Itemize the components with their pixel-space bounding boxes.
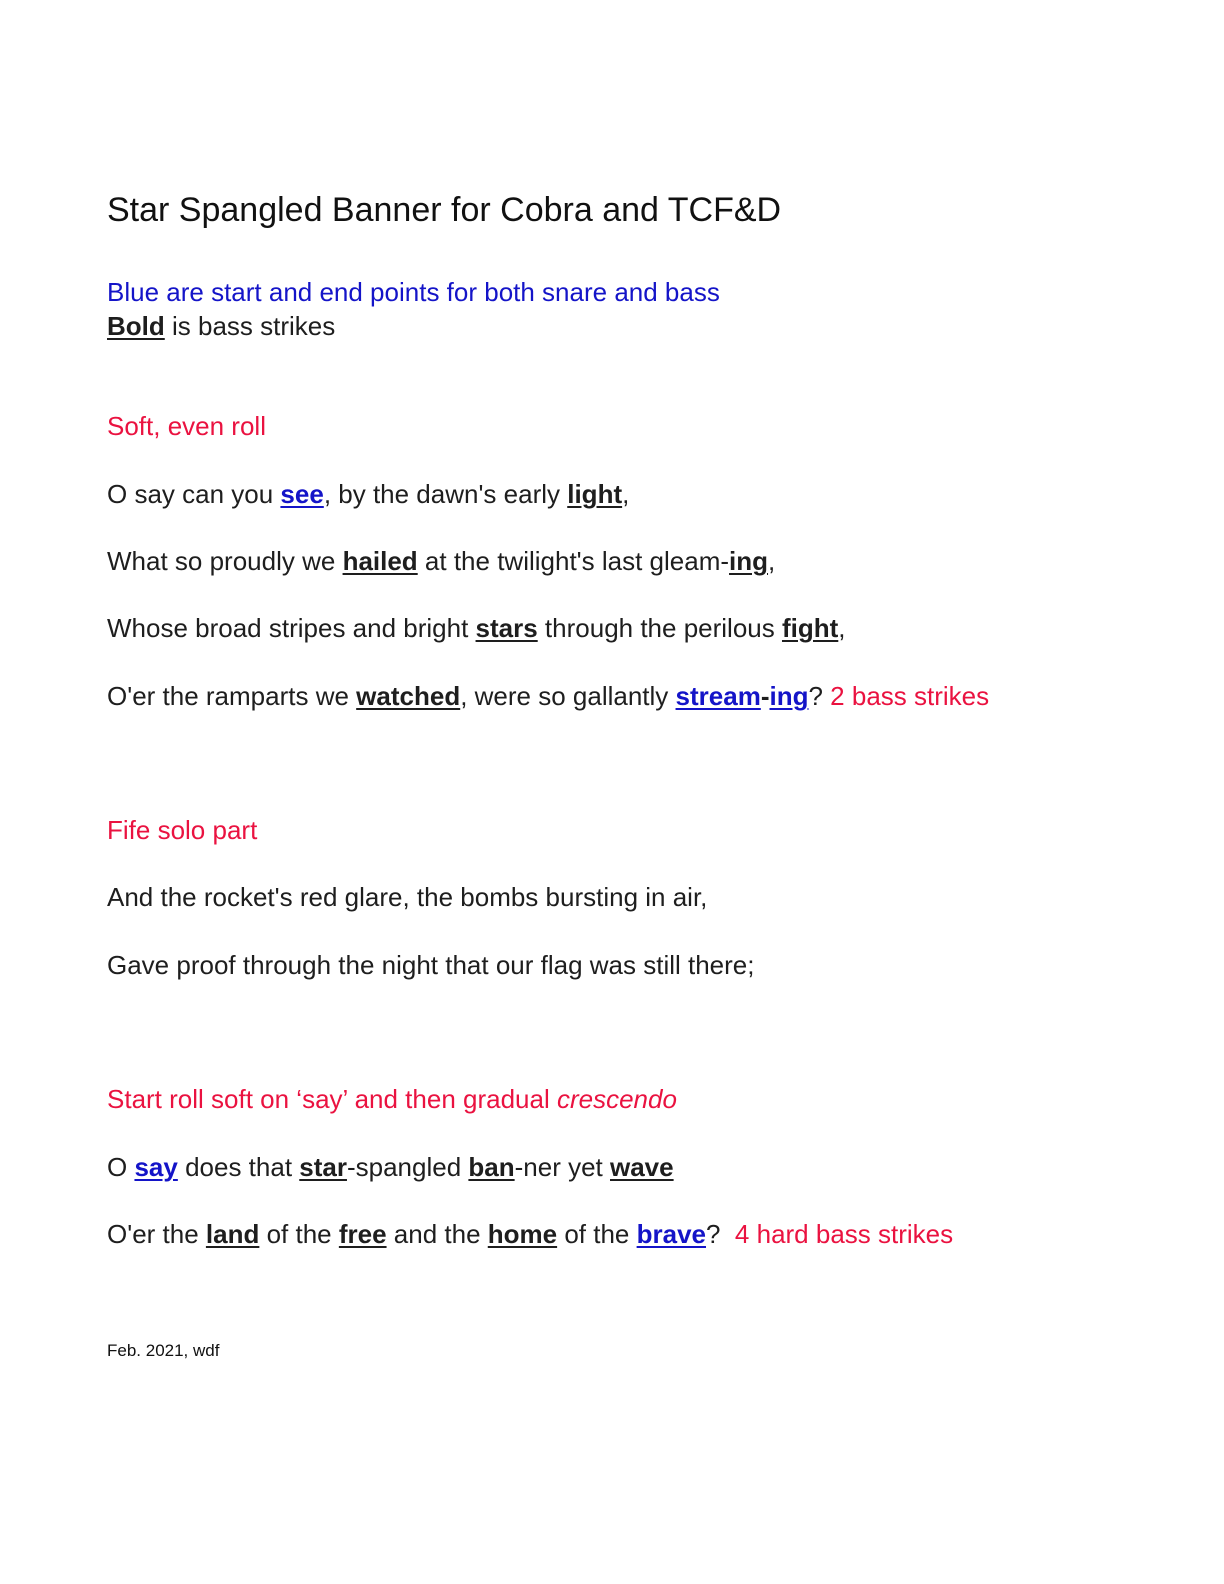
lyric-text: ,	[838, 613, 846, 643]
lyric-line: And the rocket's red glare, the bombs bursting in air,	[107, 882, 708, 912]
bass-word: land	[205, 1219, 260, 1249]
lyric-text: -	[760, 681, 770, 711]
bass-word: star	[299, 1152, 347, 1182]
bass-word: stars	[475, 613, 538, 643]
lyric-text: O	[107, 1152, 135, 1182]
blue-bass-word: say	[134, 1152, 178, 1182]
lyric-line: Gave proof through the night that our flag was still there;	[107, 950, 755, 980]
lyric-text: -ner yet	[514, 1152, 610, 1182]
heading-text: Start roll soft on ‘say’ and then gradual	[107, 1084, 557, 1114]
lyric-text: of the	[557, 1219, 637, 1249]
lyric-text: O'er the	[107, 1219, 206, 1249]
bass-word: watched	[356, 681, 461, 711]
blue-bass-word: see	[280, 479, 324, 509]
blue-bass-word: stream	[675, 681, 761, 711]
section2-heading: Fife solo part	[107, 815, 258, 845]
lyric-text: O'er the ramparts we	[107, 681, 357, 711]
lyric-text: Whose broad stripes and bright	[107, 613, 476, 643]
lyric-text: What so proudly we	[107, 546, 343, 576]
heading-italic: crescendo	[556, 1084, 677, 1114]
bass-word: light	[567, 479, 623, 509]
lyric-text: at the twilight's last gleam-	[417, 546, 730, 576]
bass-word: wave	[610, 1152, 674, 1182]
lyric-text: , were so gallantly	[460, 681, 676, 711]
lyric-line	[107, 613, 846, 643]
section1-heading: Soft, even roll	[107, 411, 266, 441]
lyric-line	[107, 681, 989, 711]
lyric-text: of the	[259, 1219, 339, 1249]
lyric-text: through the perilous	[537, 613, 782, 643]
bass-word: ing	[729, 546, 769, 576]
bass-word: free	[338, 1219, 387, 1249]
bass-strike-note: 2 bass strikes	[830, 681, 990, 711]
legend-blue-line: Blue are start and end points for both snare and bass	[107, 277, 720, 307]
blue-bass-word: ing	[769, 681, 809, 711]
lyric-text: ?	[808, 681, 831, 711]
bass-word: home	[487, 1219, 558, 1249]
lyric-text: O say can you	[107, 479, 281, 509]
bass-word: ban	[468, 1152, 515, 1182]
section3-heading	[107, 1084, 677, 1114]
lyric-line	[107, 1219, 953, 1249]
document-title: Star Spangled Banner for Cobra and TCF&D	[107, 191, 782, 229]
lyric-text: ?	[706, 1219, 735, 1249]
lyric-text: ,	[768, 546, 776, 576]
lyric-text: -spangled	[346, 1152, 469, 1182]
legend-bold-word: Bold	[107, 311, 165, 341]
lyric-text: , by the dawn's early	[323, 479, 568, 509]
lyric-line	[107, 1152, 674, 1182]
lyric-text: does that	[177, 1152, 300, 1182]
blue-bass-word: brave	[636, 1219, 706, 1249]
lyric-text: ,	[622, 479, 630, 509]
bass-strike-note: 4 hard bass strikes	[734, 1219, 954, 1249]
lyric-line	[107, 546, 775, 576]
legend-bold-rest: is bass strikes	[164, 311, 336, 341]
lyric-line	[107, 479, 629, 509]
legend-bold-line	[107, 311, 335, 341]
footer-note: Feb. 2021, wdf	[107, 1341, 220, 1360]
lyric-text: and the	[386, 1219, 488, 1249]
bass-word: hailed	[342, 546, 418, 576]
bass-word: fight	[781, 613, 839, 643]
